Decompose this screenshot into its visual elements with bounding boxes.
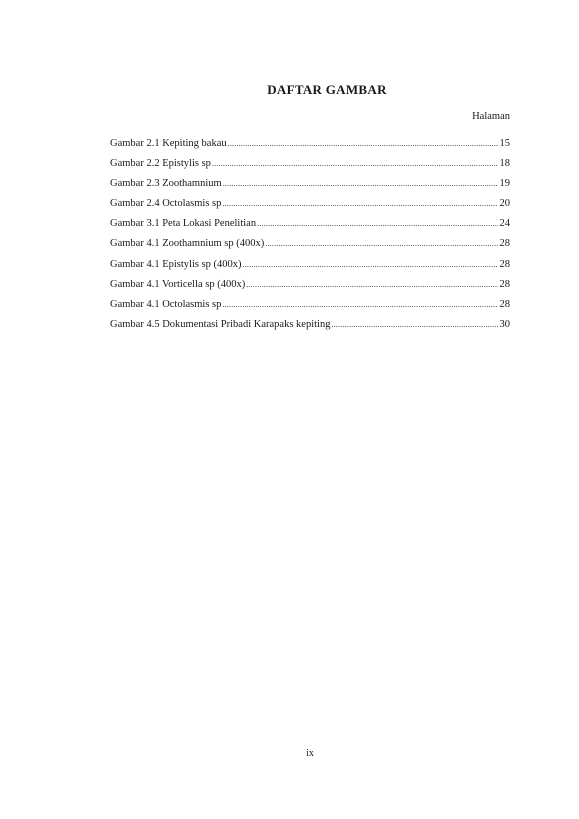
list-item xyxy=(110,279,510,299)
dot-leader xyxy=(243,259,498,270)
entry-label: Gambar 2.4 Octolasmis sp xyxy=(110,198,222,210)
entry-page: 28 xyxy=(499,278,510,290)
entry-page: 30 xyxy=(499,318,510,330)
dot-leader xyxy=(228,138,498,149)
page-column-header: Halaman xyxy=(472,111,510,122)
dot-leader xyxy=(222,299,497,310)
dot-leader xyxy=(223,178,498,189)
entry-label: Gambar 2.3 Zoothamnium xyxy=(110,178,222,190)
list-item xyxy=(110,218,510,238)
list-item xyxy=(110,238,510,258)
list-item xyxy=(110,319,510,339)
dot-leader xyxy=(331,319,497,330)
dot-leader xyxy=(212,158,498,169)
list-item xyxy=(110,299,510,319)
entry-page: 24 xyxy=(499,218,510,230)
entry-page: 20 xyxy=(499,198,510,210)
list-item xyxy=(110,198,510,218)
list-item xyxy=(110,178,510,198)
entry-label: Gambar 2.2 Epistylis sp xyxy=(110,158,211,170)
entry-page: 28 xyxy=(499,258,510,270)
dot-leader xyxy=(265,238,497,249)
list-item xyxy=(110,158,510,178)
entry-page: 19 xyxy=(499,178,510,190)
entry-page: 15 xyxy=(499,138,510,149)
dot-leader xyxy=(246,279,497,290)
entry-label: Gambar 4.1 Octolasmis sp xyxy=(110,298,222,310)
list-item xyxy=(110,259,510,279)
entry-page: 28 xyxy=(499,298,510,310)
dot-leader xyxy=(257,218,497,229)
figure-list xyxy=(110,138,510,339)
entry-label: Gambar 4.1 Vorticella sp (400x) xyxy=(110,278,246,290)
entry-page: 28 xyxy=(499,238,510,250)
entry-label: Gambar 4.5 Dokumentasi Pribadi Karapaks kepiting xyxy=(110,318,331,330)
entry-label: Gambar 2.1 Kepiting bakau xyxy=(110,138,227,149)
page-title: DAFTAR GAMBAR xyxy=(267,82,387,97)
entry-label: Gambar 4.1 Epistylis sp (400x) xyxy=(110,258,242,270)
dot-leader xyxy=(222,198,497,209)
list-item xyxy=(110,138,510,158)
entry-label: Gambar 3.1 Peta Lokasi Penelitian xyxy=(110,218,257,230)
page-number: ix xyxy=(306,748,314,759)
entry-label: Gambar 4.1 Zoothamnium sp (400x) xyxy=(110,238,265,250)
entry-page: 18 xyxy=(499,158,510,170)
